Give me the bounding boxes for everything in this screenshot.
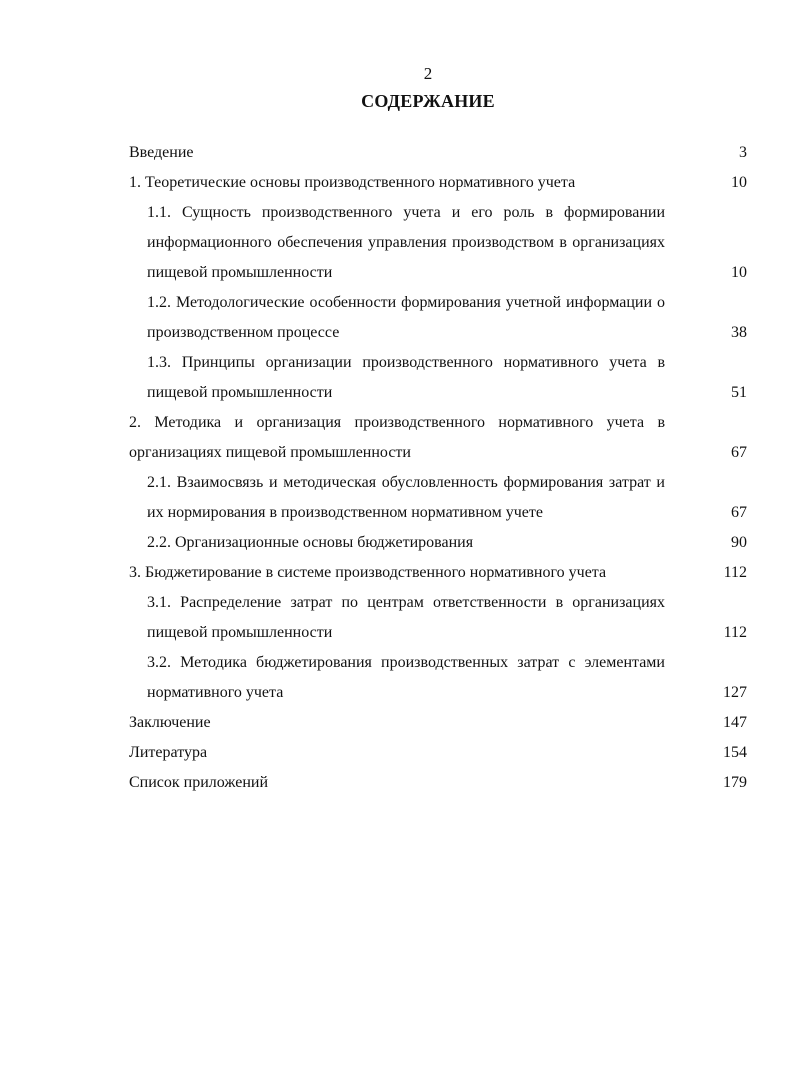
- toc-entry-page: 10: [731, 174, 747, 191]
- toc-entry-appendices: [129, 768, 747, 798]
- toc-entry-page: 67: [731, 444, 747, 461]
- toc-entry-page: 154: [723, 744, 747, 761]
- toc-entry-text: Заключение: [129, 714, 211, 731]
- toc-entry-section-2-1: [147, 468, 747, 528]
- toc-entry-page: 112: [723, 624, 747, 641]
- toc-entry-chapter-1: [129, 168, 747, 198]
- toc-entry-section-3-2: [147, 648, 747, 708]
- toc-entry-page: 3: [739, 144, 747, 161]
- toc-entry-text: 1.2. Методологические особенности формирования учетной информации о производственном процессе: [147, 294, 665, 341]
- toc-entry-chapter-2: [129, 408, 747, 468]
- toc-entry-literature: [129, 738, 747, 768]
- toc-entry-section-1-3: [147, 348, 747, 408]
- toc-entry-section-2-2: [147, 528, 747, 558]
- toc-entry-section-1-2: [147, 288, 747, 348]
- page-title: СОДЕРЖАНИЕ: [361, 91, 495, 111]
- toc-entry-page: 51: [731, 384, 747, 401]
- toc-entry-page: 67: [731, 504, 747, 521]
- toc-entry-page: 127: [723, 684, 747, 701]
- toc-entry-text: 3. Бюджетирование в системе производственного нормативного учета: [129, 564, 607, 581]
- toc-entry-text: 2. Методика и организация производственного нормативного учета в организациях пищевой промышленности: [129, 414, 665, 461]
- toc-entry-page: 112: [723, 564, 747, 581]
- toc-entry-text: 2.1. Взаимосвязь и методическая обусловленность формирования затрат и их нормирования в производственном нормативном учете: [147, 474, 665, 521]
- toc-entry-introduction: [129, 138, 747, 168]
- toc-entry-page: 90: [731, 534, 747, 551]
- toc-entry-chapter-3: [129, 558, 747, 588]
- toc-entry-text: 1.1. Сущность производственного учета и его роль в формировании информационного обеспечения управления производством в организациях пищевой промышленности: [147, 204, 665, 281]
- toc-entry-text: 3.2. Методика бюджетирования производственных затрат с элементами нормативного учета: [147, 654, 665, 701]
- toc-entry-section-3-1: [147, 588, 747, 648]
- toc-entry-page: 179: [723, 774, 747, 791]
- toc-entry-section-1-1: [147, 198, 747, 288]
- toc-entry-text: 2.2. Организационные основы бюджетирования: [147, 534, 474, 551]
- toc-entry-text: Список приложений: [129, 774, 269, 791]
- toc-entry-text: 1.3. Принципы организации производственного нормативного учета в пищевой промышленности: [147, 354, 665, 401]
- toc-entry-text: 3.1. Распределение затрат по центрам ответственности в организациях пищевой промышленности: [147, 594, 665, 641]
- page-number: 2: [423, 64, 433, 83]
- toc-entry-page: 10: [731, 264, 747, 281]
- toc-entry-text: Литература: [129, 744, 208, 761]
- toc-entry-text: 1. Теоретические основы производственного нормативного учета: [129, 174, 576, 191]
- toc-entry-page: 147: [723, 714, 747, 731]
- toc-entry-page: 38: [731, 324, 747, 341]
- toc-entry-text: Введение: [129, 144, 194, 161]
- toc-entry-conclusion: [129, 708, 747, 738]
- table-of-contents: [129, 138, 747, 798]
